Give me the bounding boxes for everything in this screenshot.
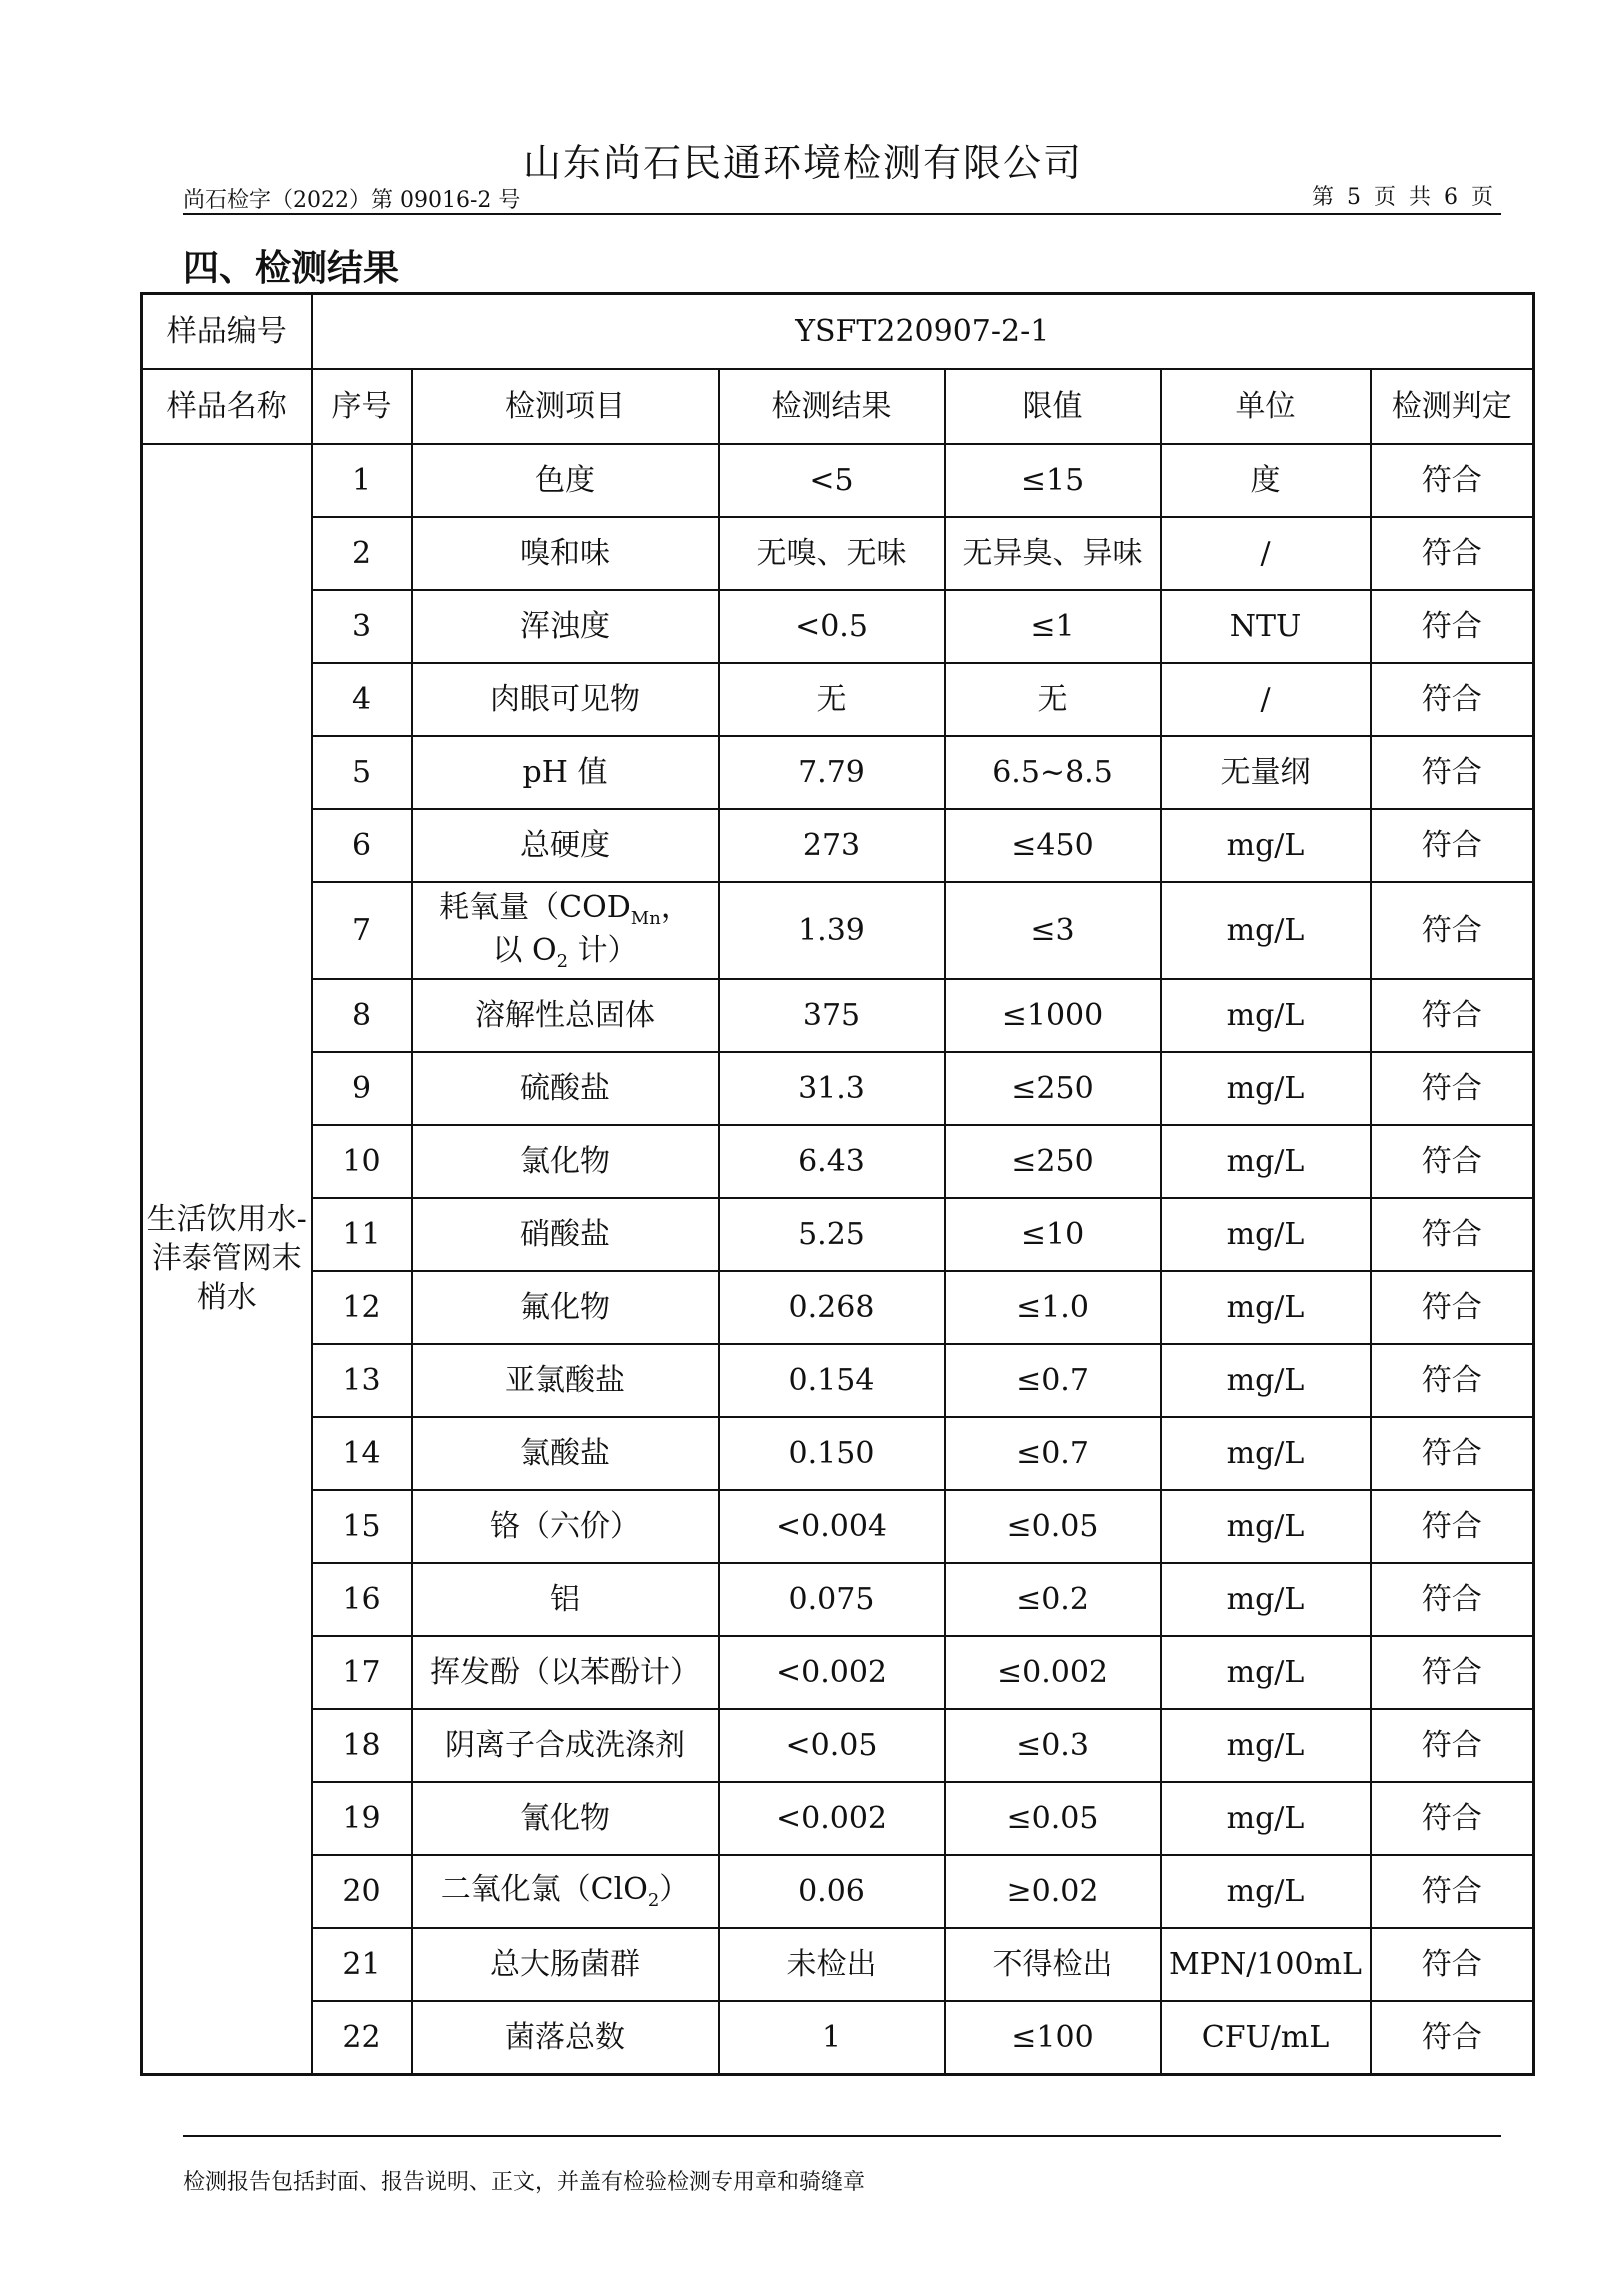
table-row — [142, 2001, 1534, 2074]
unit: mg/L — [1161, 1271, 1371, 1344]
test-result: 375 — [719, 979, 945, 1052]
verdict: 符合 — [1371, 444, 1534, 517]
row-number: 8 — [312, 979, 412, 1052]
column-header-row — [142, 369, 1534, 444]
unit: 度 — [1161, 444, 1371, 517]
verdict: 符合 — [1371, 1417, 1534, 1490]
column-header: 序号 — [312, 369, 412, 444]
table-row — [142, 1198, 1534, 1271]
column-header: 单位 — [1161, 369, 1371, 444]
unit: mg/L — [1161, 1125, 1371, 1198]
sample-number-row — [142, 294, 1534, 370]
unit: mg/L — [1161, 1344, 1371, 1417]
verdict: 符合 — [1371, 809, 1534, 882]
test-result: 5.25 — [719, 1198, 945, 1271]
unit: 无量纲 — [1161, 736, 1371, 809]
verdict: 符合 — [1371, 1709, 1534, 1782]
row-number: 14 — [312, 1417, 412, 1490]
test-item-subscript: Mn — [630, 908, 661, 930]
test-item: 总大肠菌群 — [412, 1928, 719, 2001]
row-number: 13 — [312, 1344, 412, 1417]
test-item: 氟化物 — [412, 1271, 719, 1344]
row-number: 7 — [312, 882, 412, 979]
table-row — [142, 590, 1534, 663]
test-result: <5 — [719, 444, 945, 517]
row-number: 3 — [312, 590, 412, 663]
unit: mg/L — [1161, 1417, 1371, 1490]
table-row — [142, 1928, 1534, 2001]
test-result: 无嗅、无味 — [719, 517, 945, 590]
verdict: 符合 — [1371, 1782, 1534, 1855]
test-item-text: 以 O — [492, 932, 557, 968]
test-item: 阴离子合成洗涤剂 — [412, 1709, 719, 1782]
test-item: 硝酸盐 — [412, 1198, 719, 1271]
test-item: 溶解性总固体 — [412, 979, 719, 1052]
test-result: 7.79 — [719, 736, 945, 809]
test-result: 未检出 — [719, 1928, 945, 2001]
test-item-text: 计） — [568, 932, 638, 968]
table-row — [142, 1052, 1534, 1125]
limit-value: 6.5~8.5 — [945, 736, 1161, 809]
limit-value: ≤0.002 — [945, 1636, 1161, 1709]
limit-value: ≤1 — [945, 590, 1161, 663]
table-row — [142, 1417, 1534, 1490]
unit: mg/L — [1161, 979, 1371, 1052]
test-result: <0.002 — [719, 1782, 945, 1855]
limit-value: ≤0.2 — [945, 1563, 1161, 1636]
row-number: 10 — [312, 1125, 412, 1198]
test-result: 6.43 — [719, 1125, 945, 1198]
page-number: 第 5 页 共 6 页 — [1312, 185, 1496, 210]
row-number: 2 — [312, 517, 412, 590]
test-item-text: ） — [659, 1872, 690, 1908]
verdict: 符合 — [1371, 1052, 1534, 1125]
table-row — [142, 809, 1534, 882]
test-result: 0.150 — [719, 1417, 945, 1490]
unit: MPN/100mL — [1161, 1928, 1371, 2001]
test-item-text: 耗氧量（COD — [439, 890, 631, 926]
limit-value: ≤250 — [945, 1052, 1161, 1125]
limit-value: ≤0.3 — [945, 1709, 1161, 1782]
limit-value: 无异臭、异味 — [945, 517, 1161, 590]
limit-value: ≥0.02 — [945, 1855, 1161, 1928]
test-item: 氯化物 — [412, 1125, 719, 1198]
table-row — [142, 1636, 1534, 1709]
unit: / — [1161, 517, 1371, 590]
test-item: 氰化物 — [412, 1782, 719, 1855]
test-item-text: ， — [660, 890, 691, 926]
verdict: 符合 — [1371, 1636, 1534, 1709]
limit-value: ≤450 — [945, 809, 1161, 882]
test-item: 亚氯酸盐 — [412, 1344, 719, 1417]
table-row — [142, 1563, 1534, 1636]
row-number: 1 — [312, 444, 412, 517]
company-name: 山东尚石民通环境检测有限公司 — [522, 141, 1083, 185]
row-number: 9 — [312, 1052, 412, 1125]
limit-value: ≤250 — [945, 1125, 1161, 1198]
limit-value: ≤3 — [945, 882, 1161, 979]
verdict: 符合 — [1371, 517, 1534, 590]
unit: mg/L — [1161, 1709, 1371, 1782]
test-result: 0.075 — [719, 1563, 945, 1636]
test-result: 0.06 — [719, 1855, 945, 1928]
test-item-subscript: 2 — [647, 1890, 660, 1912]
unit: / — [1161, 663, 1371, 736]
row-number: 12 — [312, 1271, 412, 1344]
test-item: 肉眼可见物 — [412, 663, 719, 736]
limit-value: ≤0.05 — [945, 1782, 1161, 1855]
unit: mg/L — [1161, 1563, 1371, 1636]
verdict: 符合 — [1371, 979, 1534, 1052]
limit-value: ≤0.7 — [945, 1344, 1161, 1417]
unit: mg/L — [1161, 882, 1371, 979]
test-item-line — [415, 1870, 716, 1912]
footer-note: 检测报告包括封面、报告说明、正文，并盖有检验检测专用章和骑缝章 — [183, 2170, 866, 2195]
test-result: 1.39 — [719, 882, 945, 979]
row-number: 4 — [312, 663, 412, 736]
test-item: 铝 — [412, 1563, 719, 1636]
row-number: 19 — [312, 1782, 412, 1855]
test-item: pH 值 — [412, 736, 719, 809]
column-header: 限值 — [945, 369, 1161, 444]
unit: mg/L — [1161, 1855, 1371, 1928]
row-number: 17 — [312, 1636, 412, 1709]
column-header: 检测判定 — [1371, 369, 1534, 444]
table-row — [142, 1344, 1534, 1417]
verdict: 符合 — [1371, 1125, 1534, 1198]
column-header: 检测结果 — [719, 369, 945, 444]
row-number: 16 — [312, 1563, 412, 1636]
column-header: 检测项目 — [412, 369, 719, 444]
verdict: 符合 — [1371, 2001, 1534, 2074]
verdict: 符合 — [1371, 1198, 1534, 1271]
test-item: 嗅和味 — [412, 517, 719, 590]
test-item: 菌落总数 — [412, 2001, 719, 2074]
test-result: <0.05 — [719, 1709, 945, 1782]
sample-name: 生活饮用水-沣泰管网末梢水 — [142, 444, 312, 2074]
test-item: 挥发酚（以苯酚计） — [412, 1636, 719, 1709]
row-number: 6 — [312, 809, 412, 882]
unit: mg/L — [1161, 1782, 1371, 1855]
verdict: 符合 — [1371, 1855, 1534, 1928]
unit: mg/L — [1161, 1052, 1371, 1125]
table-row — [142, 1490, 1534, 1563]
table-row — [142, 517, 1534, 590]
test-result: 0.268 — [719, 1271, 945, 1344]
limit-value: ≤1.0 — [945, 1271, 1161, 1344]
test-item: 总硬度 — [412, 809, 719, 882]
unit: mg/L — [1161, 809, 1371, 882]
limit-value: ≤1000 — [945, 979, 1161, 1052]
unit: mg/L — [1161, 1198, 1371, 1271]
table-row — [142, 736, 1534, 809]
sample-number-label: 样品编号 — [142, 294, 312, 370]
verdict: 符合 — [1371, 1563, 1534, 1636]
verdict: 符合 — [1371, 1928, 1534, 2001]
table-row — [142, 1125, 1534, 1198]
test-item: 色度 — [412, 444, 719, 517]
test-item-line — [415, 931, 716, 973]
test-result: <0.5 — [719, 590, 945, 663]
limit-value: ≤15 — [945, 444, 1161, 517]
verdict: 符合 — [1371, 590, 1534, 663]
table-row — [142, 1709, 1534, 1782]
test-result: 0.154 — [719, 1344, 945, 1417]
limit-value: ≤0.05 — [945, 1490, 1161, 1563]
test-result: 31.3 — [719, 1052, 945, 1125]
verdict: 符合 — [1371, 1344, 1534, 1417]
test-result: 273 — [719, 809, 945, 882]
table-row — [142, 1782, 1534, 1855]
limit-value: 无 — [945, 663, 1161, 736]
test-item — [412, 1855, 719, 1928]
limit-value: ≤0.7 — [945, 1417, 1161, 1490]
row-number: 11 — [312, 1198, 412, 1271]
table-row — [142, 979, 1534, 1052]
test-item — [412, 882, 719, 979]
verdict: 符合 — [1371, 1490, 1534, 1563]
verdict: 符合 — [1371, 663, 1534, 736]
row-number: 20 — [312, 1855, 412, 1928]
row-number: 22 — [312, 2001, 412, 2074]
test-item-line — [415, 888, 716, 930]
limit-value: ≤100 — [945, 2001, 1161, 2074]
report-number: 尚石检字（2022）第 09016-2 号 — [183, 188, 521, 213]
unit: CFU/mL — [1161, 2001, 1371, 2074]
test-item: 浑浊度 — [412, 590, 719, 663]
test-item-subscript: 2 — [556, 950, 569, 972]
row-number: 15 — [312, 1490, 412, 1563]
test-result: <0.002 — [719, 1636, 945, 1709]
limit-value: 不得检出 — [945, 1928, 1161, 2001]
table-row — [142, 882, 1534, 979]
table-row — [142, 1271, 1534, 1344]
results-table — [140, 292, 1535, 2076]
section-title: 四、检测结果 — [183, 247, 400, 289]
limit-value: ≤10 — [945, 1198, 1161, 1271]
test-result: 无 — [719, 663, 945, 736]
table-row — [142, 1855, 1534, 1928]
test-item: 铬（六价） — [412, 1490, 719, 1563]
test-item-text: 二氧化氯（ClO — [440, 1872, 648, 1908]
unit: NTU — [1161, 590, 1371, 663]
verdict: 符合 — [1371, 882, 1534, 979]
unit: mg/L — [1161, 1490, 1371, 1563]
test-item: 氯酸盐 — [412, 1417, 719, 1490]
test-result: 1 — [719, 2001, 945, 2074]
verdict: 符合 — [1371, 736, 1534, 809]
test-result: <0.004 — [719, 1490, 945, 1563]
column-header: 样品名称 — [142, 369, 312, 444]
unit: mg/L — [1161, 1636, 1371, 1709]
row-number: 5 — [312, 736, 412, 809]
footer-rule — [183, 2135, 1501, 2137]
row-number: 18 — [312, 1709, 412, 1782]
sample-number-value: YSFT220907-2-1 — [312, 294, 1534, 370]
table-row — [142, 444, 1534, 517]
test-item: 硫酸盐 — [412, 1052, 719, 1125]
header-rule — [183, 213, 1501, 215]
row-number: 21 — [312, 1928, 412, 2001]
verdict: 符合 — [1371, 1271, 1534, 1344]
table-row — [142, 663, 1534, 736]
